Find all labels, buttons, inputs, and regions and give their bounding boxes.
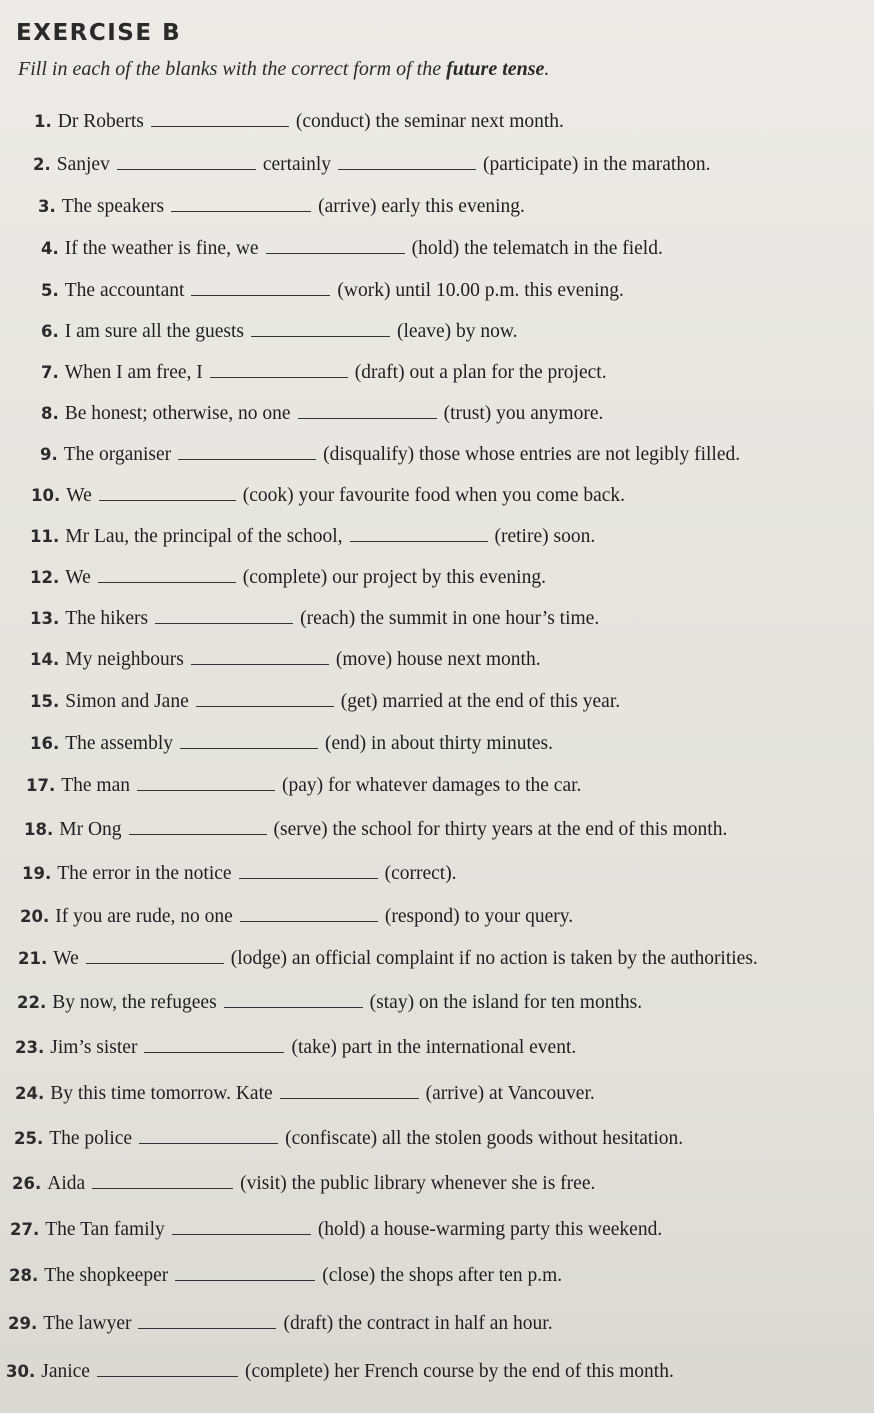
question-number: 16. xyxy=(30,734,60,753)
question-item xyxy=(34,110,564,134)
answer-blank[interactable] xyxy=(137,776,275,791)
question-text-after: (conduct) the seminar next month. xyxy=(295,111,564,132)
answer-blank[interactable] xyxy=(266,239,405,254)
answer-blank[interactable] xyxy=(210,363,348,378)
question-text-before: The Tan family xyxy=(45,1219,165,1240)
question-text-after: (visit) the public library whenever she is free. xyxy=(240,1173,596,1194)
question-number: 13. xyxy=(30,609,60,628)
answer-blank[interactable] xyxy=(196,692,334,707)
question-item xyxy=(30,525,595,549)
question-text-after: (complete) her French course by the end of this month. xyxy=(244,1361,674,1382)
question-text-after: (close) the shops after ten p.m. xyxy=(322,1265,563,1286)
question-number: 9. xyxy=(40,445,58,464)
question-number: 2. xyxy=(33,155,51,174)
question-number: 12. xyxy=(30,568,60,587)
question-text-before: The hikers xyxy=(65,608,149,629)
question-number: 8. xyxy=(41,404,59,423)
question-item xyxy=(8,1312,553,1336)
answer-blank[interactable] xyxy=(97,1362,238,1377)
question-item xyxy=(41,361,607,385)
question-item xyxy=(31,484,625,508)
question-item xyxy=(18,947,758,971)
question-text-before: The organiser xyxy=(63,444,172,465)
question-text-after: (hold) a house-warming party this weekend. xyxy=(317,1219,663,1240)
question-item xyxy=(38,195,525,219)
question-item xyxy=(17,991,642,1015)
question-item xyxy=(41,320,518,344)
question-item xyxy=(30,690,620,714)
question-item xyxy=(30,566,546,590)
question-text-before: Janice xyxy=(41,1361,90,1382)
question-text-after: (work) until 10.00 p.m. this evening. xyxy=(337,280,624,301)
question-text-after: (draft) the contract in half an hour. xyxy=(283,1313,553,1334)
question-text-before: If you are rude, no one xyxy=(55,906,233,927)
instruction-suffix: . xyxy=(544,58,550,80)
question-text-after: (reach) the summit in one hour’s time. xyxy=(300,608,600,629)
question-text-after: (trust) you anymore. xyxy=(443,403,604,424)
question-text-before: The assembly xyxy=(65,733,173,754)
question-text-before: When I am free, I xyxy=(64,362,203,383)
answer-blank[interactable] xyxy=(86,949,224,964)
question-number: 23. xyxy=(15,1038,45,1057)
question-number: 25. xyxy=(14,1129,44,1148)
question-item xyxy=(22,862,457,886)
answer-blank[interactable] xyxy=(191,281,330,296)
question-item xyxy=(40,443,740,467)
question-text-before: I am sure all the guests xyxy=(64,321,244,342)
question-text-after: (participate) in the marathon. xyxy=(483,154,711,175)
question-text-before: The speakers xyxy=(61,196,165,217)
answer-blank[interactable] xyxy=(92,1174,233,1189)
exercise-heading: EXERCISE B xyxy=(16,20,182,46)
question-number: 28. xyxy=(9,1266,39,1285)
question-text-before: Dr Roberts xyxy=(57,111,144,132)
question-text-before: We xyxy=(65,567,91,588)
answer-blank[interactable] xyxy=(144,1038,284,1053)
question-text-after: (stay) on the island for ten months. xyxy=(369,992,643,1013)
question-number: 19. xyxy=(22,864,52,883)
question-text-before: If the weather is fine, we xyxy=(64,238,259,259)
question-number: 17. xyxy=(26,776,56,795)
question-text-before: We xyxy=(53,948,79,969)
question-text-middle: certainly xyxy=(262,154,332,175)
question-text-before: The accountant xyxy=(64,280,185,301)
question-text-after: (complete) our project by this evening. xyxy=(242,567,546,588)
question-item xyxy=(10,1218,662,1242)
question-text-after: (hold) the telematch in the field. xyxy=(411,238,663,259)
question-item xyxy=(30,732,553,756)
answer-blank[interactable] xyxy=(129,820,267,835)
answer-blank[interactable] xyxy=(175,1266,315,1281)
question-item xyxy=(9,1264,562,1288)
question-item xyxy=(15,1082,595,1106)
question-text-after: (confiscate) all the stolen goods without hesitation. xyxy=(285,1128,684,1149)
question-number: 14. xyxy=(30,650,60,669)
question-text-before: Jim’s sister xyxy=(50,1037,138,1058)
question-item xyxy=(14,1127,683,1151)
question-text-before: My neighbours xyxy=(65,649,184,670)
question-item xyxy=(24,818,727,842)
question-item xyxy=(12,1172,595,1196)
question-number: 1. xyxy=(34,112,52,131)
question-item xyxy=(26,774,581,798)
question-number: 11. xyxy=(30,527,60,546)
question-text-before: By this time tomorrow. Kate xyxy=(50,1083,273,1104)
answer-blank[interactable] xyxy=(298,404,437,419)
question-text-after: (arrive) at Vancouver. xyxy=(425,1083,595,1104)
answer-blank[interactable] xyxy=(139,1129,278,1144)
question-item xyxy=(30,648,541,672)
answer-blank[interactable] xyxy=(172,1220,311,1235)
question-number: 21. xyxy=(18,949,48,968)
question-text-before: We xyxy=(66,485,92,506)
question-text-after: (disqualify) those whose entries are not legibly filled. xyxy=(323,444,741,465)
question-item xyxy=(41,402,603,426)
instruction-text xyxy=(18,58,549,81)
question-text-after: (pay) for whatever damages to the car. xyxy=(282,775,582,796)
question-number: 20. xyxy=(20,907,50,926)
answer-blank[interactable] xyxy=(99,486,236,501)
question-text-before: Sanjev xyxy=(56,154,110,175)
instruction-emphasis: future tense xyxy=(446,58,545,80)
answer-blank[interactable] xyxy=(224,993,363,1008)
question-text-before: The police xyxy=(49,1128,133,1149)
answer-blank[interactable] xyxy=(155,609,293,624)
question-text-after: (arrive) early this evening. xyxy=(318,196,525,217)
question-number: 29. xyxy=(8,1314,38,1333)
question-item xyxy=(6,1360,674,1384)
question-text-after: (serve) the school for thirty years at the end of this month. xyxy=(273,819,728,840)
answer-blank[interactable] xyxy=(240,907,378,922)
answer-blank[interactable] xyxy=(180,734,318,749)
question-number: 10. xyxy=(31,486,61,505)
question-text-before: The lawyer xyxy=(43,1313,132,1334)
question-number: 24. xyxy=(15,1084,45,1103)
question-text-before: Aida xyxy=(47,1173,86,1194)
answer-blank[interactable] xyxy=(191,650,329,665)
question-number: 4. xyxy=(41,239,59,258)
question-item xyxy=(30,607,599,631)
answer-blank[interactable] xyxy=(151,112,289,127)
question-text-after: (lodge) an official complaint if no action is taken by the authorities. xyxy=(230,948,758,969)
answer-blank[interactable] xyxy=(251,322,390,337)
question-text-before: Mr Lau, the principal of the school, xyxy=(65,526,343,547)
question-text-before: By now, the refugees xyxy=(52,992,217,1013)
instruction-prefix: Fill in each of the blanks with the correct form of the xyxy=(18,58,447,80)
question-text-before: Mr Ong xyxy=(59,819,122,840)
answer-blank[interactable] xyxy=(98,568,236,583)
question-number: 15. xyxy=(30,692,60,711)
question-item xyxy=(41,279,624,303)
question-item xyxy=(33,153,710,177)
question-text-before: The error in the notice xyxy=(57,863,232,884)
question-number: 5. xyxy=(41,281,59,300)
question-item xyxy=(41,237,663,261)
answer-blank[interactable] xyxy=(117,155,256,170)
question-number: 6. xyxy=(41,322,59,341)
question-number: 3. xyxy=(38,197,56,216)
question-text-after: (end) in about thirty minutes. xyxy=(325,733,554,754)
question-text-before: Simon and Jane xyxy=(65,691,189,712)
answer-blank[interactable] xyxy=(280,1084,419,1099)
question-number: 18. xyxy=(24,820,54,839)
question-text-before: The shopkeeper xyxy=(44,1265,169,1286)
question-number: 27. xyxy=(10,1220,40,1239)
answer-blank[interactable] xyxy=(171,197,311,212)
question-number: 7. xyxy=(41,363,59,382)
question-text-after: (move) house next month. xyxy=(335,649,541,670)
question-text-after: (take) part in the international event. xyxy=(291,1037,577,1058)
answer-blank-second[interactable] xyxy=(338,155,476,170)
question-number: 30. xyxy=(6,1362,36,1381)
question-text-after: (leave) by now. xyxy=(397,321,518,342)
question-number: 22. xyxy=(17,993,47,1012)
answer-blank[interactable] xyxy=(178,445,316,460)
question-text-after: (respond) to your query. xyxy=(384,906,574,927)
question-text-after: (retire) soon. xyxy=(494,526,596,547)
question-item xyxy=(15,1036,576,1060)
answer-blank[interactable] xyxy=(239,864,378,879)
question-text-before: Be honest; otherwise, no one xyxy=(64,403,291,424)
question-text-after: (correct). xyxy=(384,863,457,884)
answer-blank[interactable] xyxy=(138,1314,276,1329)
question-number: 26. xyxy=(12,1174,42,1193)
question-text-after: (draft) out a plan for the project. xyxy=(354,362,607,383)
answer-blank[interactable] xyxy=(350,527,488,542)
question-text-after: (cook) your favourite food when you come back. xyxy=(242,485,626,506)
question-text-after: (get) married at the end of this year. xyxy=(340,691,621,712)
question-text-before: The man xyxy=(61,775,130,796)
question-item xyxy=(20,905,573,929)
